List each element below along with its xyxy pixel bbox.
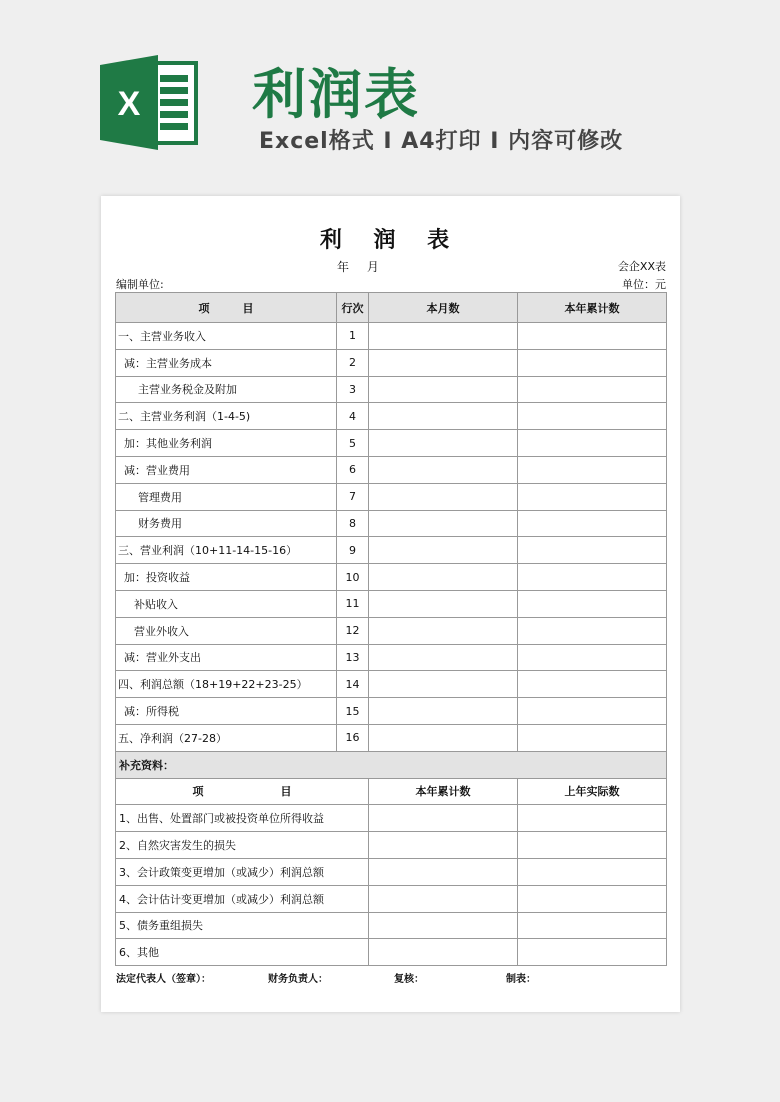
row-label: 减：所得税 — [116, 698, 337, 725]
row-number: 12 — [337, 617, 369, 644]
header-month: 本月数 — [369, 293, 518, 323]
row-label: 三、营业利润（10+11-14-15-16） — [116, 537, 337, 564]
ytd-value-cell[interactable] — [518, 349, 667, 376]
supp-ytd-cell[interactable] — [369, 858, 518, 885]
month-value-cell[interactable] — [369, 617, 518, 644]
month-value-cell[interactable] — [369, 456, 518, 483]
row-number: 1 — [337, 323, 369, 350]
form-code: 会企XX表 — [617, 260, 666, 273]
footer-signature-label: 制表： — [506, 974, 536, 985]
month-value-cell[interactable] — [369, 349, 518, 376]
supplement-label: 4、会计估计变更增加（或减少）利润总额 — [116, 885, 369, 912]
supp-prev-cell[interactable] — [518, 939, 667, 966]
row-label: 四、利润总额（18+19+22+23-25） — [116, 671, 337, 698]
document-title: 利 润 表 — [319, 228, 462, 253]
supp-header-item: 项 目 — [116, 778, 369, 805]
row-label: 减：营业外支出 — [116, 644, 337, 671]
table-header — [116, 293, 667, 323]
row-number: 6 — [337, 456, 369, 483]
row-number: 4 — [337, 403, 369, 430]
row-label: 营业外收入 — [116, 617, 337, 644]
ytd-value-cell[interactable] — [518, 724, 667, 751]
row-number: 11 — [337, 590, 369, 617]
supplement-row — [116, 858, 667, 885]
row-label: 减：营业费用 — [116, 456, 337, 483]
ytd-value-cell[interactable] — [518, 483, 667, 510]
ytd-value-cell[interactable] — [518, 510, 667, 537]
supp-ytd-cell[interactable] — [369, 805, 518, 832]
table-row — [116, 510, 667, 537]
supp-prev-cell[interactable] — [518, 858, 667, 885]
supplement-header — [116, 778, 667, 805]
supp-ytd-cell[interactable] — [369, 939, 518, 966]
supp-header-ytd: 本年累计数 — [369, 778, 518, 805]
supplement-row — [116, 805, 667, 832]
month-value-cell[interactable] — [369, 483, 518, 510]
table-row — [116, 537, 667, 564]
row-number: 13 — [337, 644, 369, 671]
table-row — [116, 430, 667, 457]
supplement-label: 6、其他 — [116, 939, 369, 966]
supplement-label: 1、出售、处置部门或被投资单位所得收益 — [116, 805, 369, 832]
row-number: 15 — [337, 698, 369, 725]
ytd-value-cell[interactable] — [518, 617, 667, 644]
supplement-title: 补充资料： — [116, 751, 667, 778]
row-number: 10 — [337, 564, 369, 591]
unit: 单位：元 — [622, 278, 666, 291]
banner-subtitle: Excel格式 I A4打印 I 内容可修改 — [259, 129, 624, 154]
row-number: 3 — [337, 376, 369, 403]
banner-title: 利润表 — [252, 63, 420, 126]
supp-prev-cell[interactable] — [518, 885, 667, 912]
document-page — [101, 196, 680, 1012]
table-row — [116, 590, 667, 617]
row-label: 主营业务税金及附加 — [116, 376, 337, 403]
ytd-value-cell[interactable] — [518, 564, 667, 591]
row-label: 减：主营业务成本 — [116, 349, 337, 376]
table-row — [116, 617, 667, 644]
excel-logo-icon — [100, 55, 198, 150]
row-number: 14 — [337, 671, 369, 698]
month-value-cell[interactable] — [369, 430, 518, 457]
row-label: 加：投资收益 — [116, 564, 337, 591]
supplement-label: 3、会计政策变更增加（或减少）利润总额 — [116, 858, 369, 885]
month-value-cell[interactable] — [369, 724, 518, 751]
ytd-value-cell[interactable] — [518, 671, 667, 698]
supplement-label: 5、债务重组损失 — [116, 912, 369, 939]
ytd-value-cell[interactable] — [518, 430, 667, 457]
footer-signature-label: 财务负责人： — [268, 974, 328, 985]
supplement-row — [116, 912, 667, 939]
ytd-value-cell[interactable] — [518, 323, 667, 350]
month-value-cell[interactable] — [369, 698, 518, 725]
supplement-section — [116, 751, 667, 778]
month-value-cell[interactable] — [369, 403, 518, 430]
month-value-cell[interactable] — [369, 537, 518, 564]
table-row — [116, 483, 667, 510]
supp-ytd-cell[interactable] — [369, 912, 518, 939]
row-label: 一、主营业务收入 — [116, 323, 337, 350]
header-row-no: 行次 — [337, 293, 369, 323]
header-item: 项 目 — [116, 293, 337, 323]
supplement-row — [116, 885, 667, 912]
month-value-cell[interactable] — [369, 376, 518, 403]
svg-text:X: X — [117, 85, 141, 123]
row-label: 补贴收入 — [116, 590, 337, 617]
row-label: 财务费用 — [116, 510, 337, 537]
supplement-row — [116, 832, 667, 859]
ytd-value-cell[interactable] — [518, 456, 667, 483]
month-value-cell[interactable] — [369, 323, 518, 350]
month-value-cell[interactable] — [369, 590, 518, 617]
supplement-label: 2、自然灾害发生的损失 — [116, 832, 369, 859]
table-row — [116, 671, 667, 698]
table-row — [116, 644, 667, 671]
footer-signature-label: 复核： — [394, 974, 424, 985]
month-value-cell[interactable] — [369, 510, 518, 537]
row-number: 8 — [337, 510, 369, 537]
table-row — [116, 456, 667, 483]
table-row — [116, 349, 667, 376]
ytd-value-cell[interactable] — [518, 403, 667, 430]
month-value-cell[interactable] — [369, 644, 518, 671]
row-label: 管理费用 — [116, 483, 337, 510]
supp-prev-cell[interactable] — [518, 832, 667, 859]
table-row — [116, 376, 667, 403]
ytd-value-cell[interactable] — [518, 590, 667, 617]
footer-signature-label: 法定代表人（签章）： — [116, 974, 211, 985]
supp-prev-cell[interactable] — [518, 912, 667, 939]
income-table — [115, 292, 667, 966]
row-label: 二、主营业务利润（1-4-5) — [116, 403, 337, 430]
row-label: 五、净利润（27-28） — [116, 724, 337, 751]
month-value-cell[interactable] — [369, 671, 518, 698]
ytd-value-cell[interactable] — [518, 376, 667, 403]
year-month: 年 月 — [337, 260, 379, 274]
table-row — [116, 323, 667, 350]
ytd-value-cell[interactable] — [518, 644, 667, 671]
table-row — [116, 403, 667, 430]
supp-ytd-cell[interactable] — [369, 832, 518, 859]
row-number: 9 — [337, 537, 369, 564]
row-number: 7 — [337, 483, 369, 510]
table-row — [116, 564, 667, 591]
month-value-cell[interactable] — [369, 564, 518, 591]
table-row — [116, 724, 667, 751]
header-ytd: 本年累计数 — [518, 293, 667, 323]
row-number: 5 — [337, 430, 369, 457]
supplement-row — [116, 939, 667, 966]
row-label: 加：其他业务利润 — [116, 430, 337, 457]
supp-prev-cell[interactable] — [518, 805, 667, 832]
supp-ytd-cell[interactable] — [369, 885, 518, 912]
supp-header-prev: 上年实际数 — [518, 778, 667, 805]
org-label: 编制单位: — [116, 278, 164, 291]
table-row — [116, 698, 667, 725]
ytd-value-cell[interactable] — [518, 698, 667, 725]
row-number: 2 — [337, 349, 369, 376]
ytd-value-cell[interactable] — [518, 537, 667, 564]
row-number: 16 — [337, 724, 369, 751]
